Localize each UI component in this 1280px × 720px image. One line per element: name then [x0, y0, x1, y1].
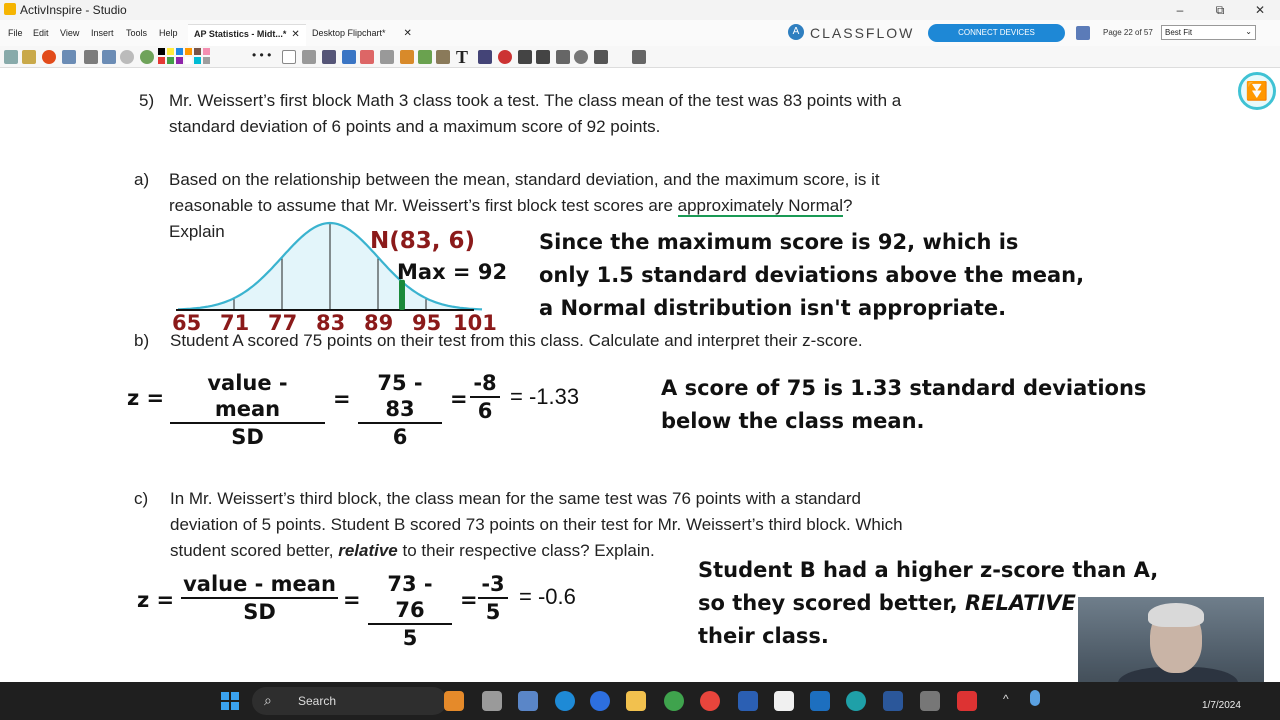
- formula-numerator: value - mean: [181, 571, 338, 599]
- problem-number: 5): [139, 91, 155, 110]
- part-b-label: b): [134, 331, 150, 350]
- connector-icon[interactable]: [418, 50, 432, 64]
- x-tick-label: 65: [172, 311, 202, 335]
- mail-icon[interactable]: [810, 691, 830, 711]
- answer-c-line3: their class.: [698, 624, 829, 648]
- max-score-label: Max = 92: [397, 260, 508, 284]
- part-a-label: a): [134, 170, 150, 189]
- z-label-c: z =: [137, 588, 175, 612]
- menu-file[interactable]: File: [8, 28, 23, 38]
- answer-b-line1: A score of 75 is 1.33 standard deviations: [661, 376, 1147, 400]
- formula-c: [181, 571, 338, 625]
- color-swatch[interactable]: [158, 48, 165, 55]
- revealer-icon[interactable]: [478, 50, 492, 64]
- menu-insert[interactable]: Insert: [91, 28, 114, 38]
- shape-icon[interactable]: [380, 50, 394, 64]
- formula-b: [170, 370, 325, 450]
- substitution-numerator: 75 - 83: [358, 370, 442, 424]
- menu-view[interactable]: View: [60, 28, 80, 38]
- color-swatch[interactable]: [194, 57, 201, 64]
- search-label: Search: [298, 694, 337, 708]
- answer-a-line1: Since the maximum score is 92, which is: [539, 230, 1019, 254]
- tab-label: Desktop Flipchart*: [312, 28, 386, 38]
- marquee-icon[interactable]: [302, 50, 316, 64]
- reduced-denominator: 6: [477, 399, 493, 423]
- classflow-logo-icon: A: [788, 24, 804, 40]
- minimize-button[interactable]: –: [1176, 3, 1184, 17]
- close-tab-icon[interactable]: ✕: [291, 29, 300, 40]
- search-icon: ⌕: [264, 692, 272, 708]
- undo-icon[interactable]: [518, 50, 532, 64]
- formula-denominator: SD: [231, 425, 264, 449]
- recorder-icon[interactable]: [957, 691, 977, 711]
- reduced-denominator: 5: [485, 600, 501, 624]
- substitution-numerator: 73 - 76: [368, 571, 452, 625]
- equals-b1: =: [333, 387, 351, 411]
- color-swatch[interactable]: [176, 57, 183, 64]
- print-icon[interactable]: [84, 50, 98, 64]
- new-flipchart-icon[interactable]: [4, 50, 18, 64]
- file-explorer-icon[interactable]: [626, 691, 646, 711]
- color-swatch[interactable]: [203, 57, 210, 64]
- part-a-line2: reasonable to assume that Mr. Weissert’s first block test scores are approximately Normal?: [169, 196, 853, 215]
- reduced-numerator: -3: [478, 571, 508, 599]
- close-window-button[interactable]: ✕: [1254, 3, 1266, 17]
- taskbar-search[interactable]: [252, 687, 447, 715]
- zoom-select[interactable]: [1161, 25, 1256, 40]
- part-a-line1: Based on the relationship between the mean, standard deviation, and the maximum score, is it: [169, 170, 880, 189]
- close-tab-icon[interactable]: ✕: [403, 28, 412, 39]
- activinspire-app-icon: [4, 3, 16, 15]
- color-swatch[interactable]: [176, 48, 183, 55]
- reduced-numerator: -8: [470, 370, 500, 398]
- formula-denominator: SD: [243, 600, 276, 624]
- chrome-icon[interactable]: [664, 691, 684, 711]
- x-tick-label: 71: [220, 311, 250, 335]
- record-icon[interactable]: [120, 50, 134, 64]
- answer-c-line1: Student B had a higher z-score than A,: [698, 558, 1159, 582]
- equals-c2: =: [460, 588, 478, 612]
- answer-a-line2: only 1.5 standard deviations above the mean,: [539, 263, 1085, 287]
- restore-button[interactable]: ⧉: [1215, 3, 1225, 17]
- resource-icon[interactable]: [436, 50, 450, 64]
- reduced-b: [470, 370, 500, 424]
- taskbar: [0, 682, 1280, 720]
- z-result-b: = -1.33: [510, 384, 580, 409]
- max-score-marker: [399, 280, 405, 310]
- browser-icon[interactable]: [140, 50, 154, 64]
- menu-bar: [0, 20, 1280, 46]
- x-tick-label: 89: [364, 311, 394, 335]
- chevron-up-icon[interactable]: ^: [1003, 692, 1009, 706]
- equals-b2: =: [450, 387, 468, 411]
- x-tick-label: 77: [268, 311, 298, 335]
- substitution-denominator: 6: [392, 425, 408, 449]
- reset-icon[interactable]: [498, 50, 512, 64]
- z-label-b: z =: [127, 386, 165, 410]
- color-palette[interactable]: [158, 48, 250, 66]
- page-indicator: Page 22 of 57: [1103, 28, 1153, 37]
- substitution-denominator: 5: [402, 626, 418, 650]
- color-swatch[interactable]: [185, 57, 192, 64]
- substitution-b: [358, 370, 442, 450]
- select-cursor-icon[interactable]: [282, 50, 296, 64]
- chrome-alt-icon[interactable]: [700, 691, 720, 711]
- substitution-c: [368, 571, 452, 651]
- activinspire-taskbar-icon[interactable]: [920, 691, 940, 711]
- z-result-c: = -0.6: [519, 584, 576, 609]
- color-swatch[interactable]: [194, 48, 201, 55]
- color-swatch[interactable]: [167, 48, 174, 55]
- spotlight-icon[interactable]: [556, 50, 570, 64]
- equals-c1: =: [343, 588, 361, 612]
- task-view-icon[interactable]: [482, 691, 502, 711]
- widgets-icon[interactable]: [518, 691, 538, 711]
- page-icon[interactable]: [102, 50, 116, 64]
- underline-approx-normal: approximately Normal: [677, 196, 843, 215]
- edge-icon[interactable]: [846, 691, 866, 711]
- store-icon[interactable]: [774, 691, 794, 711]
- connect-devices-button[interactable]: CONNECT DEVICES: [928, 24, 1065, 42]
- collapse-icon[interactable]: ⏬: [1238, 72, 1276, 110]
- system-date: 1/7/2024: [1202, 700, 1241, 711]
- x-tick-label: 95: [412, 311, 442, 335]
- clock-icon[interactable]: [574, 50, 588, 64]
- toolbar: [0, 46, 1280, 68]
- word-icon[interactable]: [883, 691, 903, 711]
- redo-icon[interactable]: [536, 50, 550, 64]
- problem-intro-line1: Mr. Weissert’s first block Math 3 class took a test. The class mean of the test was 83 points with a: [169, 91, 902, 110]
- color-swatch[interactable]: [167, 57, 174, 64]
- color-swatch[interactable]: [185, 48, 192, 55]
- distribution-label: N(83, 6): [370, 228, 476, 254]
- window-title: ActivInspire - Studio: [20, 3, 127, 17]
- windows-start-icon[interactable]: [221, 692, 239, 710]
- copilot-icon[interactable]: [444, 691, 464, 711]
- tab-desktop-flipchart[interactable]: [306, 24, 418, 46]
- x-tick-label: 83: [316, 311, 346, 335]
- answer-a-line3: a Normal distribution isn't appropriate.: [539, 296, 1007, 320]
- part-c-line3: student scored better, relative to their respective class? Explain.: [170, 541, 655, 560]
- classflow-brand: CLASSFLOW: [810, 25, 915, 41]
- open-icon[interactable]: [22, 50, 36, 64]
- part-c-label: c): [134, 489, 149, 508]
- pen-icon[interactable]: [322, 50, 336, 64]
- highlighter-icon[interactable]: [342, 50, 356, 64]
- reduced-c: [478, 571, 508, 625]
- answer-c-line2: so they scored better, RELATIVE: [698, 591, 1076, 615]
- zoom-value: Best Fit: [1165, 28, 1193, 37]
- menu-edit[interactable]: Edit: [33, 28, 49, 38]
- part-b-text: Student A scored 75 points on their test from this class. Calculate and interpret their z-score.: [170, 331, 863, 350]
- answer-b-line2: below the class mean.: [661, 409, 925, 433]
- menu-tools[interactable]: Tools: [126, 28, 148, 38]
- tab-label: AP Statistics - Midt...*: [194, 29, 287, 39]
- part-c-line2: deviation of 5 points. Student B scored 73 points on their test for Mr. Weissert’s third block. Which: [170, 515, 903, 534]
- pen-size-dots[interactable]: • • •: [252, 48, 272, 62]
- color-swatch[interactable]: [158, 57, 165, 64]
- text-tool-icon[interactable]: T: [456, 47, 469, 67]
- eraser-icon[interactable]: [360, 50, 374, 64]
- color-swatch[interactable]: [203, 48, 210, 55]
- x-tick-label: 101: [453, 311, 497, 335]
- formula-numerator: value - mean: [170, 370, 325, 424]
- part-a-explain: Explain: [169, 222, 225, 241]
- chevron-down-icon: ⌄: [1245, 27, 1252, 36]
- problem-intro-line2: standard deviation of 6 points and a maximum score of 92 points.: [169, 117, 661, 136]
- presenter-hair: [1148, 603, 1204, 627]
- microphone-icon[interactable]: [1030, 690, 1040, 706]
- save-icon[interactable]: [62, 50, 76, 64]
- fill-icon[interactable]: [400, 50, 414, 64]
- customize-icon[interactable]: [632, 50, 646, 64]
- part-c-line1: In Mr. Weissert’s third block, the class mean for the same test was 76 points with a standard: [170, 489, 862, 508]
- camera-icon[interactable]: [594, 50, 608, 64]
- snowflake-icon[interactable]: [1076, 26, 1090, 40]
- menu-help[interactable]: Help: [159, 28, 178, 38]
- zoom-app-icon[interactable]: [590, 691, 610, 711]
- title-bar: [0, 0, 1280, 20]
- launcher-icon[interactable]: [738, 691, 758, 711]
- tab-ap-statistics[interactable]: [188, 24, 306, 46]
- app-icon-blue[interactable]: [555, 691, 575, 711]
- stop-icon[interactable]: [42, 50, 56, 64]
